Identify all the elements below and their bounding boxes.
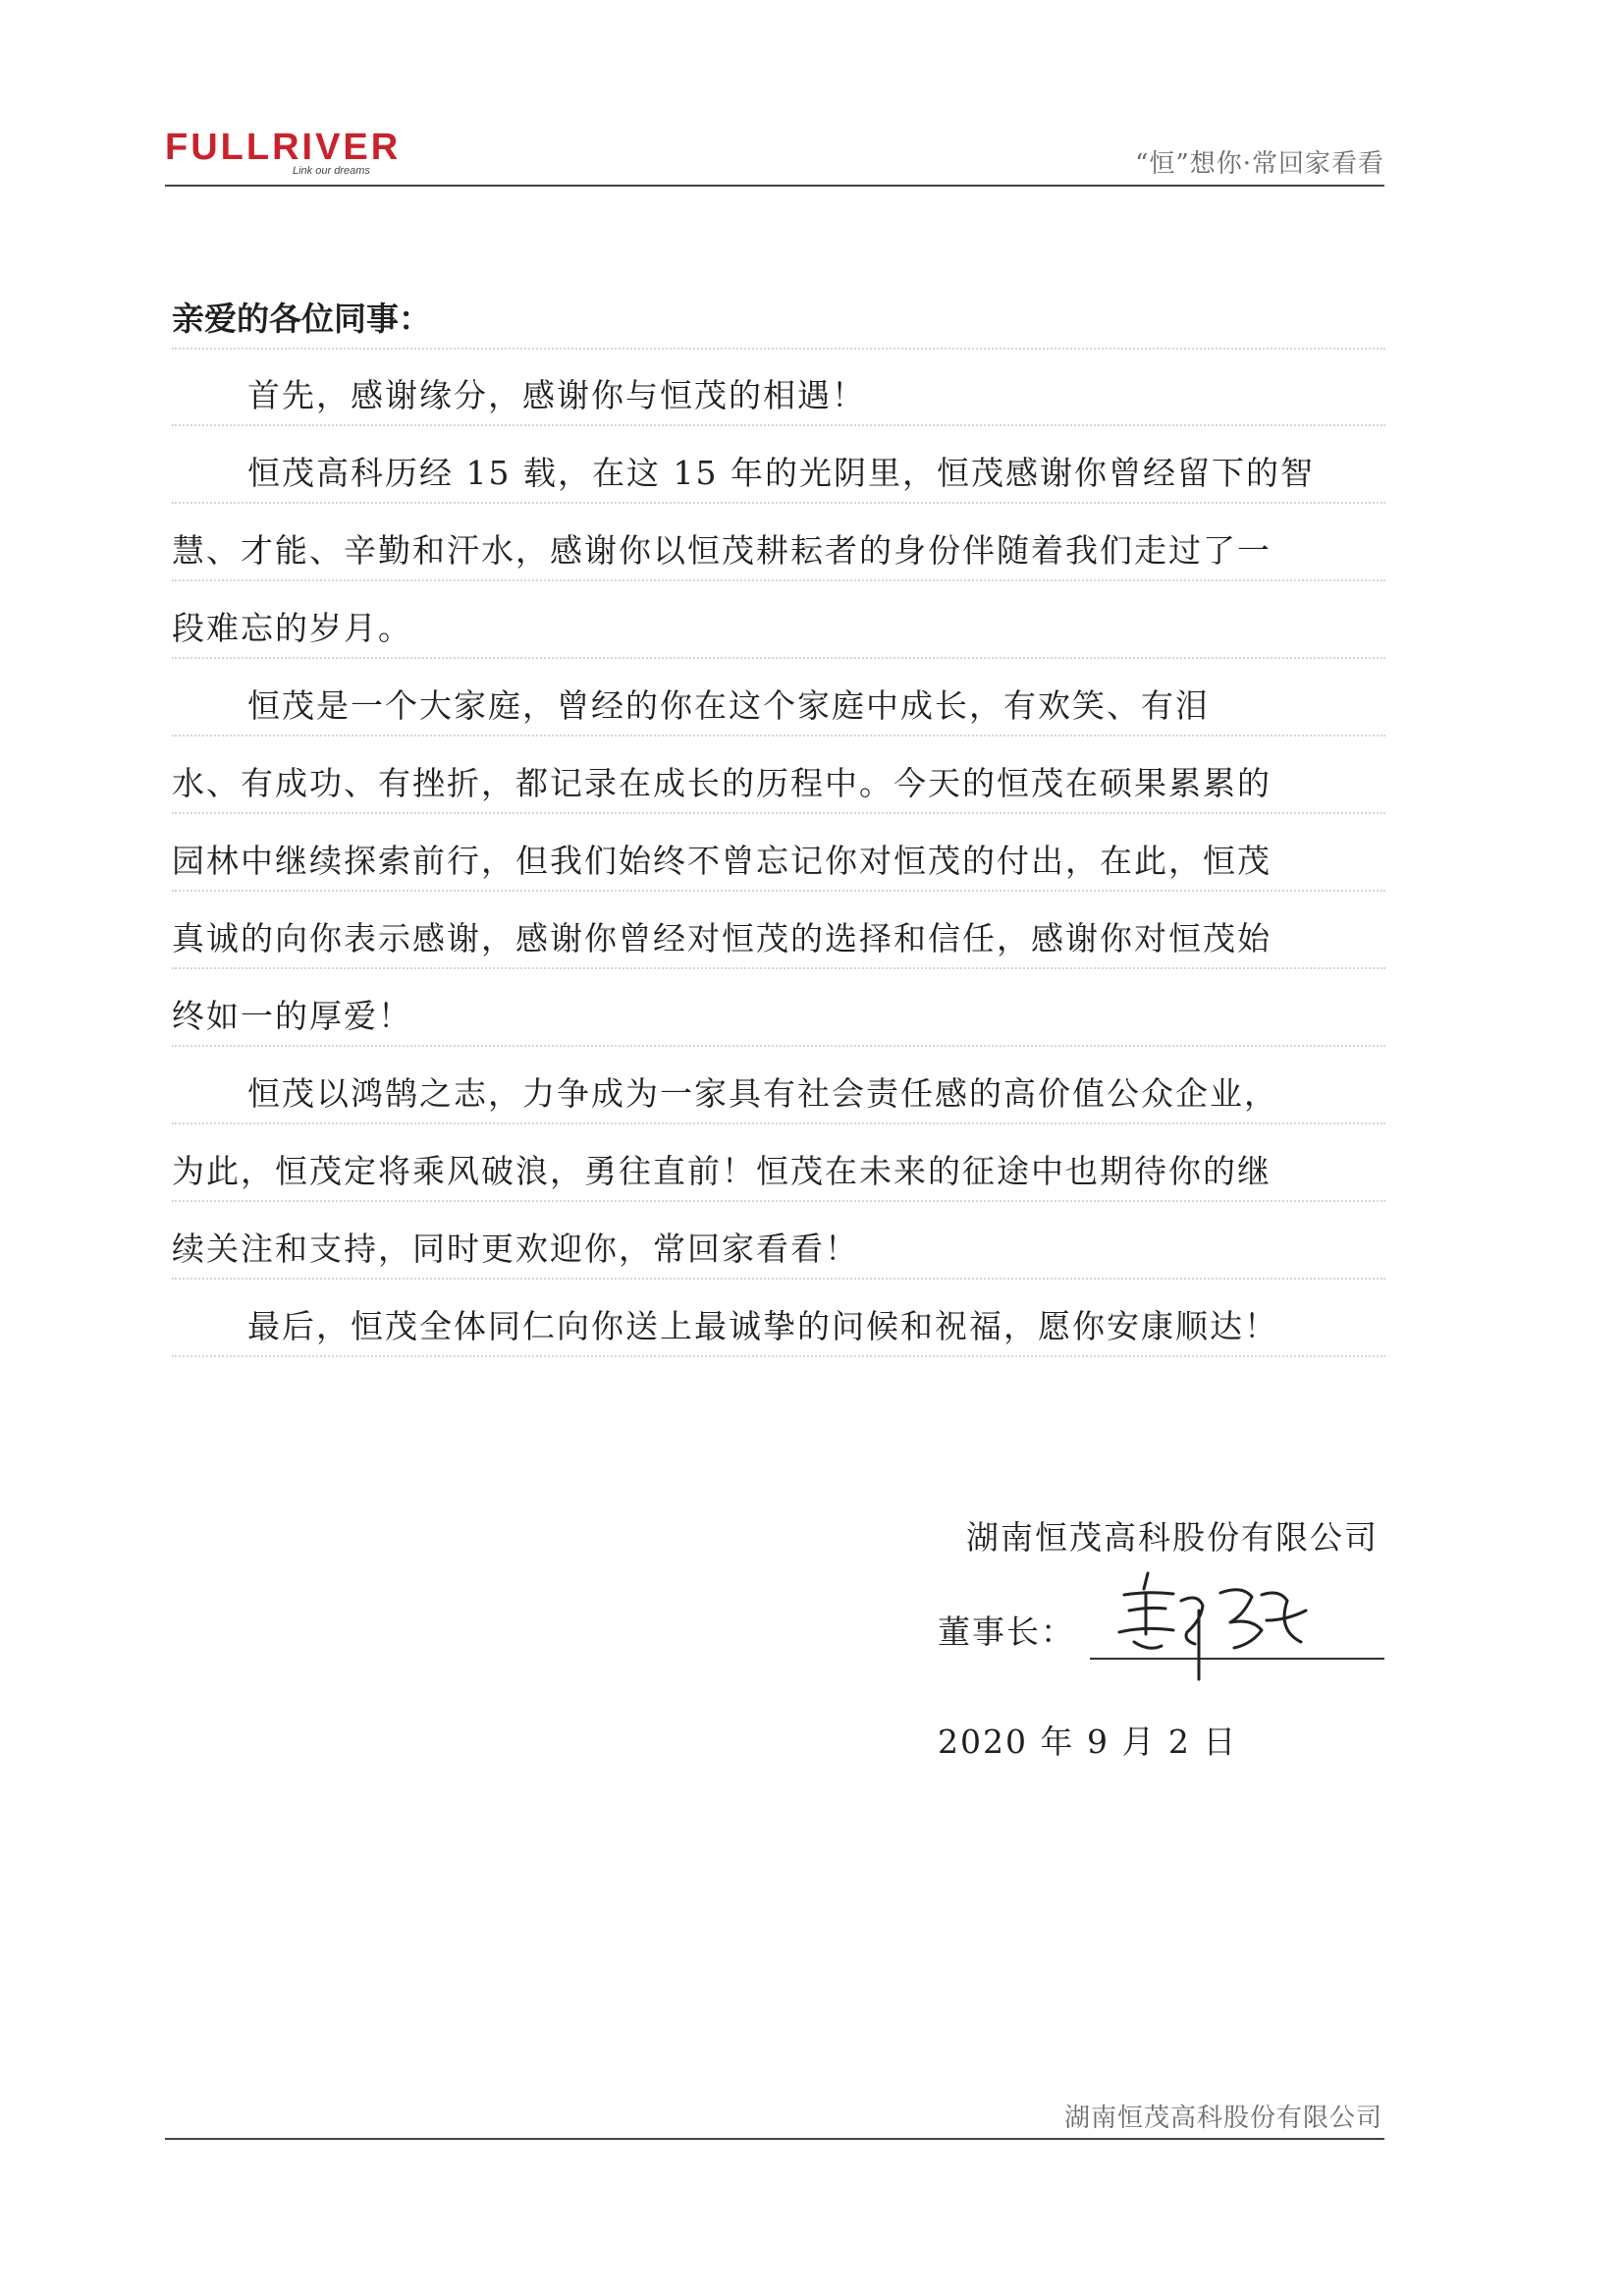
text-line: 慧、才能、辛勤和汗水，感谢你以恒茂耕耘者的身份伴随着我们走过了一 — [172, 522, 1385, 581]
logo-wordmark: FULLRIVER — [165, 127, 402, 168]
text-line: 园林中继续探索前行，但我们始终不曾忘记你对恒茂的付出，在此，恒茂 — [172, 833, 1385, 892]
footer-divider — [165, 2138, 1384, 2140]
text-line: 终如一的厚爱！ — [172, 988, 1385, 1047]
text-line: 恒茂是一个大家庭，曾经的你在这个家庭中成长，有欢笑、有泪 — [172, 678, 1385, 737]
paragraph — [172, 678, 1385, 1047]
text-line: 为此，恒茂定将乘风破浪，勇往直前！恒茂在未来的征途中也期待你的继 — [172, 1143, 1385, 1202]
chairman-label: 董事长： — [938, 1613, 1075, 1651]
footer-company: 湖南恒茂高科股份有限公司 — [1063, 2104, 1382, 2133]
text-line: 水、有成功、有挫折，都记录在成长的历程中。今天的恒茂在硕果累累的 — [172, 755, 1385, 814]
header-divider — [165, 185, 1384, 187]
salutation: 亲爱的各位同事： — [172, 291, 1385, 350]
header-slogan: “恒”想你·常回家看看 — [1135, 149, 1384, 179]
text-line: 首先，感谢缘分，感谢你与恒茂的相遇！ — [172, 367, 1385, 426]
letter-body — [172, 291, 1385, 1376]
paragraph — [172, 1066, 1385, 1280]
signing-company: 湖南恒茂高科股份有限公司 — [966, 1518, 1379, 1557]
text-line: 恒茂以鸿鹄之志，力争成为一家具有社会责任感的高价值公众企业， — [172, 1066, 1385, 1124]
paragraph — [172, 1298, 1385, 1357]
handwritten-signature — [1105, 1561, 1316, 1719]
text-line: 真诚的向你表示感谢，感谢你曾经对恒茂的选择和信任，感谢你对恒茂始 — [172, 910, 1385, 969]
logo-tagline: Link our dreams — [293, 165, 370, 177]
company-logo — [165, 128, 460, 177]
paragraph — [172, 367, 1385, 426]
letter-date: 2020 年 9 月 2 日 — [938, 1722, 1238, 1761]
text-line: 段难忘的岁月。 — [172, 600, 1385, 659]
text-line: 续关注和支持，同时更欢迎你，常回家看看！ — [172, 1221, 1385, 1280]
text-line: 恒茂高科历经 15 载，在这 15 年的光阴里，恒茂感谢你曾经留下的智 — [172, 445, 1385, 504]
text-line: 最后，恒茂全体同仁向你送上最诚挚的问候和祝福，愿你安康顺达！ — [172, 1298, 1385, 1357]
paragraph — [172, 445, 1385, 659]
